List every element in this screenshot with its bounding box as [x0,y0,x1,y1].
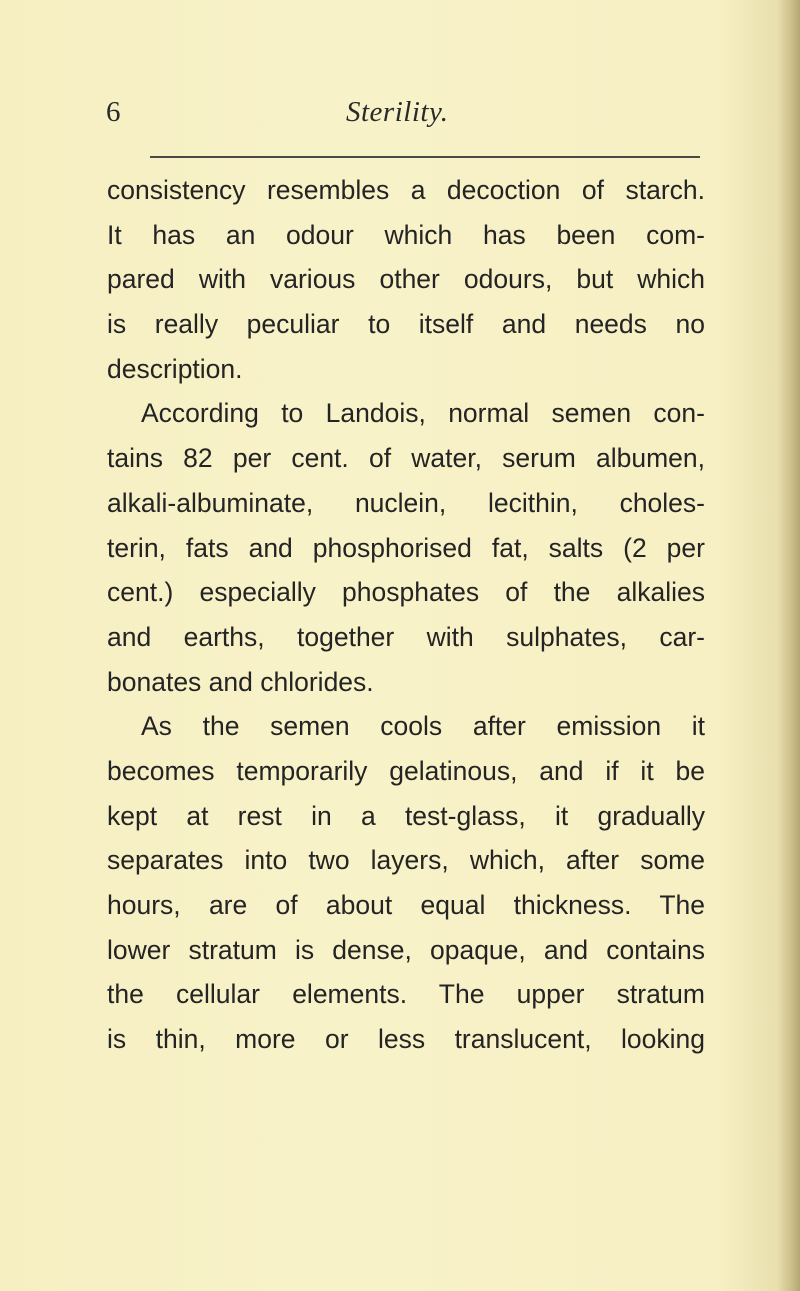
text-line: tains 82 per cent. of water, serum albumen, [107,443,705,474]
body-text [107,168,705,1062]
text-line: bonates and chlorides. [107,666,374,697]
text-line: description. [107,353,243,384]
text-line: pared with various other odours, but which [107,264,705,295]
text-line: It has an odour which has been com- [107,219,705,250]
text-line: separates into two layers, which, after some [107,845,705,876]
text-line: is thin, more or less translucent, looking [107,1024,705,1055]
text-line: As the semen cools after emission it [141,711,705,742]
text-line: terin, fats and phosphorised fat, salts (2 per [107,532,705,563]
page-edge-shadow [778,0,800,1291]
page-header [106,96,706,146]
text-line: hours, are of about equal thickness. The [107,890,705,920]
text-line: consistency resembles a decoction of starch. [107,175,705,205]
text-line: the cellular elements. The upper stratum [107,979,705,1010]
running-title: Sterility. [346,96,449,128]
text-line: cent.) especially phosphates of the alkalies [107,577,705,608]
text-line: kept at rest in a test-glass, it gradually [107,800,705,831]
text-line: is really peculiar to itself and needs no [107,309,705,340]
text-line: and earths, together with sulphates, car- [107,621,705,652]
text-line: becomes temporarily gelatinous, and if it be [107,755,705,786]
text-line: lower stratum is dense, opaque, and contains [107,934,705,965]
text-line: According to Landois, normal semen con- [141,398,705,429]
text-line: alkali-albuminate, nuclein, lecithin, choles- [107,487,705,518]
page-number: 6 [106,96,121,128]
header-rule [150,156,700,158]
